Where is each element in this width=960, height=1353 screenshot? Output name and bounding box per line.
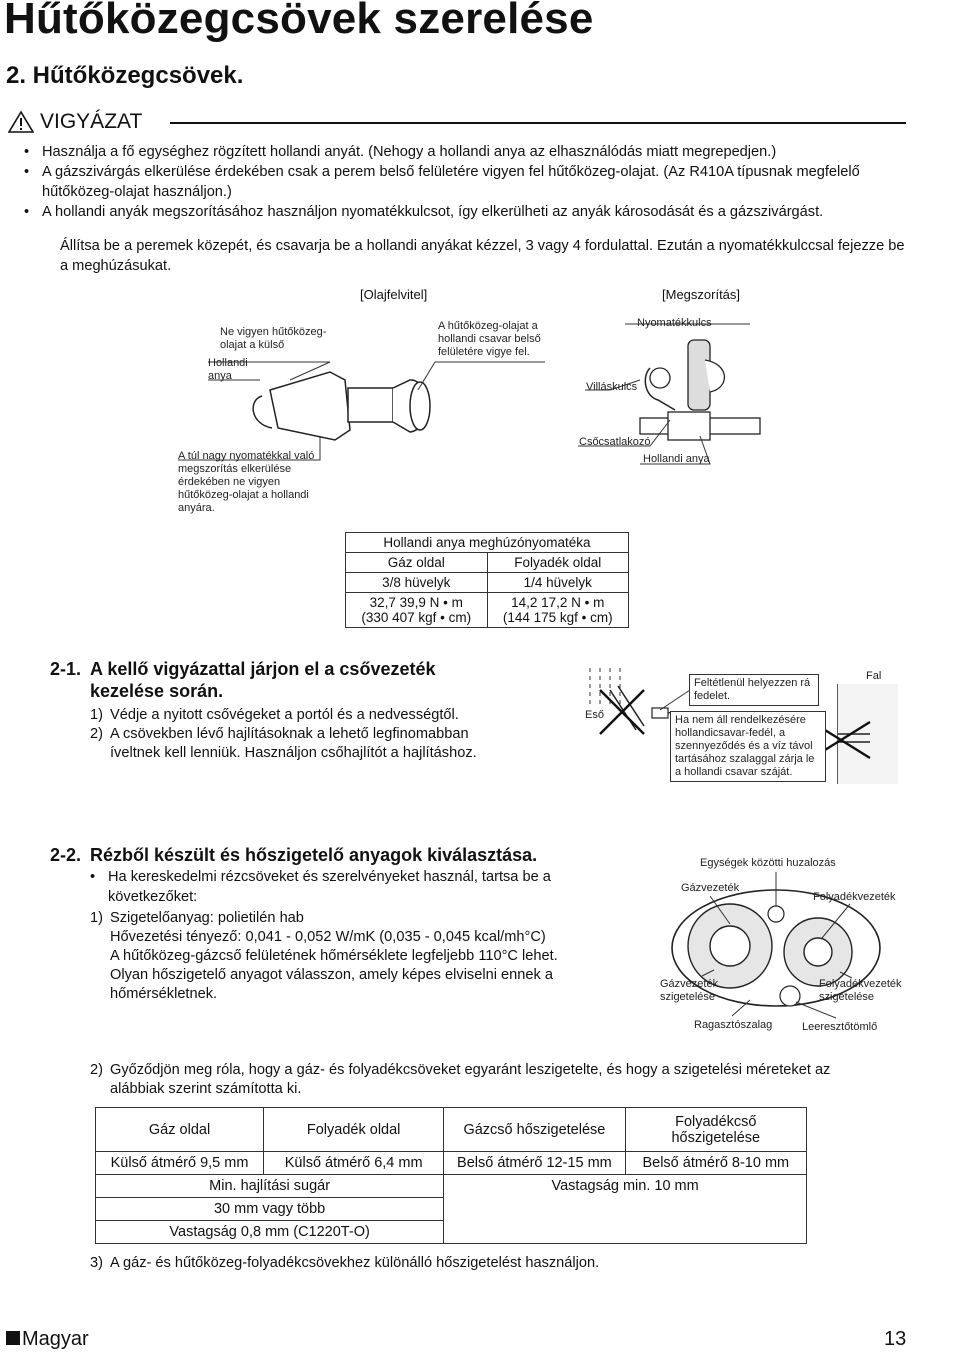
warning-triangle-icon bbox=[8, 110, 34, 134]
ins-header-gas-insulation: Gázcső hőszigetelése bbox=[444, 1108, 625, 1152]
caution-label: VIGYÁZAT bbox=[40, 110, 143, 133]
over-torque-warning: A túl nagy nyomatékkal való megszorítás elkerülése érdekében ne vigyen hűtőközeg-olajat a hollandi anyára. bbox=[178, 450, 315, 514]
torque-value-liquid bbox=[487, 593, 629, 628]
ins-thickness-cell: Vastagság min. 10 mm bbox=[444, 1175, 807, 1244]
wall-label: Fal bbox=[866, 670, 882, 682]
torque-table bbox=[345, 532, 629, 628]
footer-language: Magyar bbox=[22, 1328, 89, 1350]
page-title: Hűtőközegcsövek szerelése bbox=[4, 0, 594, 43]
bend-radius-label: Min. hajlítási sugár bbox=[96, 1175, 444, 1198]
ins-cell: Külső átmérő 9,5 mm bbox=[96, 1152, 264, 1175]
bend-radius-value: 30 mm vagy több bbox=[96, 1198, 444, 1221]
insulation-table bbox=[95, 1107, 807, 1244]
s21-item2-text: A csövekben lévő hajlításoknak a lehető legfinomabban íveltnek kell lenniük. Használjon csőhajlítót a hajlításhoz. bbox=[110, 726, 477, 761]
ins-cell: Belső átmérő 12-15 mm bbox=[444, 1152, 625, 1175]
apply-inner-label: A hűtőközeg-olajat a hollandi csavar belső felületére vigye fel. bbox=[438, 320, 541, 358]
liquid-torque-nm: 14,2 17,2 N • m bbox=[511, 595, 605, 610]
gas-pipe-label: Gázvezeték bbox=[681, 882, 740, 894]
tape-box: Ha nem áll rendelkezésére hollandicsavar-fedél, a szennyeződés és a víz távol tartásához szalaggal zárja le a hollandi csavar száját. bbox=[670, 711, 826, 782]
caution-list bbox=[22, 142, 902, 222]
s22-item3-text: A gáz- és hűtőközeg-folyadékcsövekhez különálló hőszigetelést használjon. bbox=[110, 1255, 600, 1271]
gas-torque-kgf: (330 407 kgf • cm) bbox=[361, 610, 472, 625]
torque-header-gas: Gáz oldal bbox=[346, 553, 488, 573]
tight-title: [Megszorítás] bbox=[662, 287, 741, 302]
liquid-torque-kgf: (144 175 kgf • cm) bbox=[502, 610, 613, 625]
section-22-heading: Rézből készült és hőszigetelő anyagok kiválasztása. bbox=[90, 845, 538, 865]
liquid-pipe-label: Folyadékvezeték bbox=[813, 891, 896, 903]
torque-header-liquid: Folyadék oldal bbox=[487, 553, 629, 573]
s21-item2-num: 2) bbox=[90, 726, 103, 742]
section-22-num: 2-2. bbox=[50, 845, 82, 865]
drain-hose-label: Leeresztőtömlő bbox=[802, 1021, 878, 1033]
rain-label: Eső bbox=[585, 709, 604, 721]
spanner-label: Villáskulcs bbox=[586, 381, 638, 393]
s22-item1-text bbox=[110, 909, 600, 1004]
liquid-insulation-label: Folyadékvezeték szigetelése bbox=[819, 978, 902, 1003]
pipe-union-label: Csőcsatlakozó bbox=[579, 436, 651, 448]
caution-bullet: • Használja a fő egységhez rögzített hollandi anyát. (Nehogy a hollandi anya az elhasználódás miatt megrepedjen.) bbox=[22, 142, 902, 162]
caution-bullet: • A hollandi anyák megszorításához használjon nyomatékkulcsot, így elkerülheti az anyák károsodását és a gázszivárgást. bbox=[22, 202, 902, 222]
s22-item2-num: 2) bbox=[90, 1062, 103, 1078]
pipe-thickness: Vastagság 0,8 mm (C1220T-O) bbox=[96, 1221, 444, 1244]
oil-title: [Olajfelvitel] bbox=[360, 287, 428, 302]
caution-bullet: • A gázszivárgás elkerülése érdekében csak a perem belső felületére vigyen fel hűtőközeg-olajat. (Az R410A típusnak megfelelő hűtőközeg-olajat használjon.) bbox=[22, 162, 882, 202]
flare-nut-label-2: Hollandi anya bbox=[643, 453, 710, 465]
s21-item1-text: Védje a nyitott csővégeket a portól és a nedvességtől. bbox=[110, 707, 459, 723]
instruction-text: Állítsa be a peremek közepét, és csavarja be a hollandi anyákat kézzel, 3 vagy 4 fordulattal. Ezután a nyomatékkulccsal fejezze be a meghúzásukat. bbox=[60, 238, 905, 274]
ins-header-gas: Gáz oldal bbox=[96, 1108, 264, 1152]
caution-header bbox=[4, 108, 906, 138]
gas-insulation-label: Gázvezeték szigetelése bbox=[660, 978, 719, 1003]
gas-torque-nm: 32,7 39,9 N • m bbox=[369, 595, 463, 610]
cover-box: Feltétlenül helyezzen rá fedelet. bbox=[689, 674, 819, 706]
interunit-wiring-label: Egységek közötti huzalozás bbox=[700, 857, 836, 869]
s22-item3-num: 3) bbox=[90, 1255, 103, 1271]
s22-item1-line: Szigetelőanyag: polietilén hab bbox=[110, 910, 304, 926]
page-number: 13 bbox=[884, 1328, 907, 1350]
torque-size-gas: 3/8 hüvelyk bbox=[346, 573, 488, 593]
torque-wrench-label: Nyomatékkulcs bbox=[637, 317, 712, 329]
s22-bullet-list bbox=[88, 867, 608, 907]
s22-bullet: • Ha kereskedelmi rézcsöveket és szerelvényeket használ, tartsa be a következőket: bbox=[88, 867, 608, 907]
s21-item1-num: 1) bbox=[90, 707, 103, 723]
ins-cell: Belső átmérő 8-10 mm bbox=[625, 1152, 806, 1175]
ins-header-liquid: Folyadék oldal bbox=[264, 1108, 444, 1152]
s22-item1-line: Hővezetési tényező: 0,041 - 0,052 W/mK (0,035 - 0,045 kcal/mh°C) bbox=[110, 929, 546, 945]
section-heading: 2. Hűtőközegcsövek. bbox=[6, 62, 244, 89]
tape-label: Ragasztószalag bbox=[694, 1019, 773, 1031]
s22-item1-line: Olyan hőszigetelő anyagot válasszon, amely képes elviselni ennek a hőmérsékletnek. bbox=[110, 967, 553, 1002]
ins-cell: Külső átmérő 6,4 mm bbox=[264, 1152, 444, 1175]
section-21-heading: A kellő vigyázattal járjon el a csővezeték kezelése során. bbox=[90, 659, 436, 701]
flare-nut-label: Hollandi anya bbox=[208, 357, 248, 382]
s22-item1-line: A hűtőközeg-gázcső felületének hőmérséklete legfeljebb 110°C lehet. bbox=[110, 948, 558, 964]
section-21-num: 2-1. bbox=[50, 659, 82, 679]
torque-size-liquid: 1/4 hüvelyk bbox=[487, 573, 629, 593]
footer-square-icon bbox=[6, 1331, 20, 1345]
torque-value-gas bbox=[346, 593, 488, 628]
torque-table-title: Hollandi anya meghúzónyomatéka bbox=[346, 533, 629, 553]
s22-item1-num: 1) bbox=[90, 910, 103, 926]
caution-rule bbox=[170, 122, 906, 124]
s22-item2-text: Győződjön meg róla, hogy a gáz- és folyadékcsöveket egyaránt leszigetelte, és hogy a szigetelési méreteket az alábbiak szerint számította ki. bbox=[110, 1062, 831, 1097]
ins-header-liquid-insulation: Folyadékcső hőszigetelése bbox=[625, 1108, 806, 1152]
no-oil-outer-label: Ne vigyen hűtőközeg-olajat a külső bbox=[220, 326, 327, 351]
